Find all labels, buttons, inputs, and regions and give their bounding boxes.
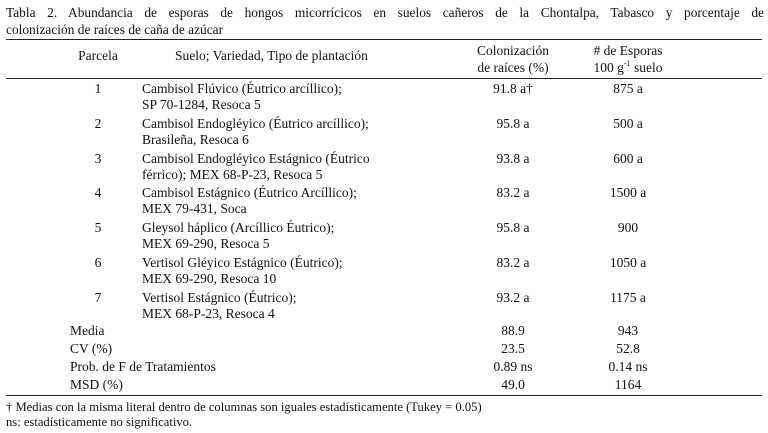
footnote-dagger: † Medias con la misma literal dentro de columnas son iguales estadísticamente (Tukey = 0.05) bbox=[6, 400, 482, 414]
row-6-colonizacion: 83.2 a bbox=[496, 255, 530, 270]
stat-media-label: Media bbox=[70, 323, 105, 338]
row-3-esporas: 600 a bbox=[613, 151, 643, 166]
row-7-colonizacion: 93.2 a bbox=[496, 290, 530, 305]
row-3-colonizacion: 93.8 a bbox=[496, 151, 530, 166]
stat-cv-label: CV (%) bbox=[70, 341, 113, 356]
row-7-suelo-line2: MEX 68-P-23, Resoca 4 bbox=[142, 306, 275, 321]
stat-media-esporas: 943 bbox=[617, 323, 639, 338]
header-parcela: Parcela bbox=[78, 48, 118, 63]
table-bottom-rule bbox=[6, 395, 762, 396]
row-6-esporas: 1050 a bbox=[609, 255, 647, 270]
row-1-esporas: 875 a bbox=[613, 81, 643, 96]
header-colonizacion bbox=[453, 42, 573, 76]
row-1-parcela: 1 bbox=[94, 81, 102, 96]
table-caption bbox=[6, 4, 764, 38]
stat-msd-colonizacion: 49.0 bbox=[501, 377, 525, 392]
header-colonizacion-line1: Colonización bbox=[477, 43, 549, 58]
header-esporas-unit-tail: suelo bbox=[630, 60, 663, 75]
row-4-suelo-line2: MEX 79-431, Soca bbox=[142, 201, 247, 216]
header-esporas-sup: -1 bbox=[623, 59, 631, 68]
caption-line-1: Tabla 2. Abundancia de esporas de hongos micorrícicos en suelos cañeros de la Chontalpa, Tabasco y porcentaje de bbox=[6, 5, 764, 20]
row-4-suelo-line1: Cambisol Estágnico (Éutrico Arcíllico); bbox=[142, 185, 357, 200]
table-header-rule bbox=[6, 78, 762, 79]
row-3-parcela: 3 bbox=[94, 151, 102, 166]
row-6-suelo-line1: Vertisol Gléyico Estágnico (Éutrico); bbox=[142, 255, 343, 270]
row-7-esporas: 1175 a bbox=[610, 290, 646, 305]
row-7-suelo-line1: Vertisol Estágnico (Éutrico); bbox=[142, 290, 297, 305]
header-colonizacion-line2: de raíces (%) bbox=[477, 60, 549, 75]
row-2-esporas: 500 a bbox=[613, 116, 643, 131]
row-6-parcela: 6 bbox=[94, 255, 102, 270]
row-1-colonizacion: 91.8 a† bbox=[493, 81, 533, 96]
row-4-esporas: 1500 a bbox=[609, 185, 647, 200]
header-esporas-line1: # de Esporas bbox=[593, 43, 663, 58]
row-2-suelo-line2: Brasileña, Resoca 6 bbox=[142, 132, 249, 147]
table-top-rule bbox=[6, 39, 762, 40]
row-4-parcela: 4 bbox=[94, 185, 102, 200]
header-esporas-unit: 100 g bbox=[593, 60, 624, 75]
row-4-colonizacion: 83.2 a bbox=[496, 185, 530, 200]
stat-msd-esporas: 1164 bbox=[614, 377, 642, 392]
row-2-colonizacion: 95.8 a bbox=[496, 116, 530, 131]
stat-cv-colonizacion: 23.5 bbox=[501, 341, 525, 356]
row-5-suelo-line2: MEX 69-290, Resoca 5 bbox=[142, 236, 270, 251]
stat-media-colonizacion: 88.9 bbox=[501, 323, 525, 338]
row-3-suelo-line1: Cambisol Endogléyico Estágnico (Éutrico bbox=[142, 151, 370, 166]
row-2-suelo-line1: Cambisol Endogléyico (Éutrico arcíllico); bbox=[142, 116, 369, 131]
stat-cv-esporas: 52.8 bbox=[616, 341, 640, 356]
caption-line-2: colonización de raíces de caña de azúcar bbox=[6, 22, 224, 37]
stat-msd-label: MSD (%) bbox=[70, 377, 123, 392]
row-5-suelo-line1: Gleysol háplico (Arcíllico Éutrico); bbox=[142, 220, 335, 235]
row-7-parcela: 7 bbox=[94, 290, 102, 305]
header-esporas bbox=[568, 42, 688, 76]
row-1-suelo-line2: SP 70-1284, Resoca 5 bbox=[142, 97, 261, 112]
stat-probf-esporas: 0.14 ns bbox=[608, 359, 648, 374]
row-3-suelo-line2: férrico); MEX 68-P-23, Resoca 5 bbox=[142, 167, 323, 182]
row-6-suelo-line2: MEX 69-290, Resoca 10 bbox=[142, 271, 277, 286]
row-2-parcela: 2 bbox=[94, 116, 102, 131]
footnote-ns: ns: estadísticamente no significativo. bbox=[6, 415, 193, 429]
row-5-esporas: 900 bbox=[617, 220, 639, 235]
stat-probf-colonizacion: 0.89 ns bbox=[493, 359, 533, 374]
row-5-colonizacion: 95.8 a bbox=[496, 220, 530, 235]
header-esporas-line2 bbox=[568, 59, 688, 76]
row-1-suelo-line1: Cambisol Flúvico (Éutrico arcíllico); bbox=[142, 81, 342, 96]
header-suelo: Suelo; Variedad, Tipo de plantación bbox=[175, 48, 368, 63]
row-5-parcela: 5 bbox=[94, 220, 102, 235]
stat-probf-label: Prob. de F de Tratamientos bbox=[70, 359, 216, 374]
